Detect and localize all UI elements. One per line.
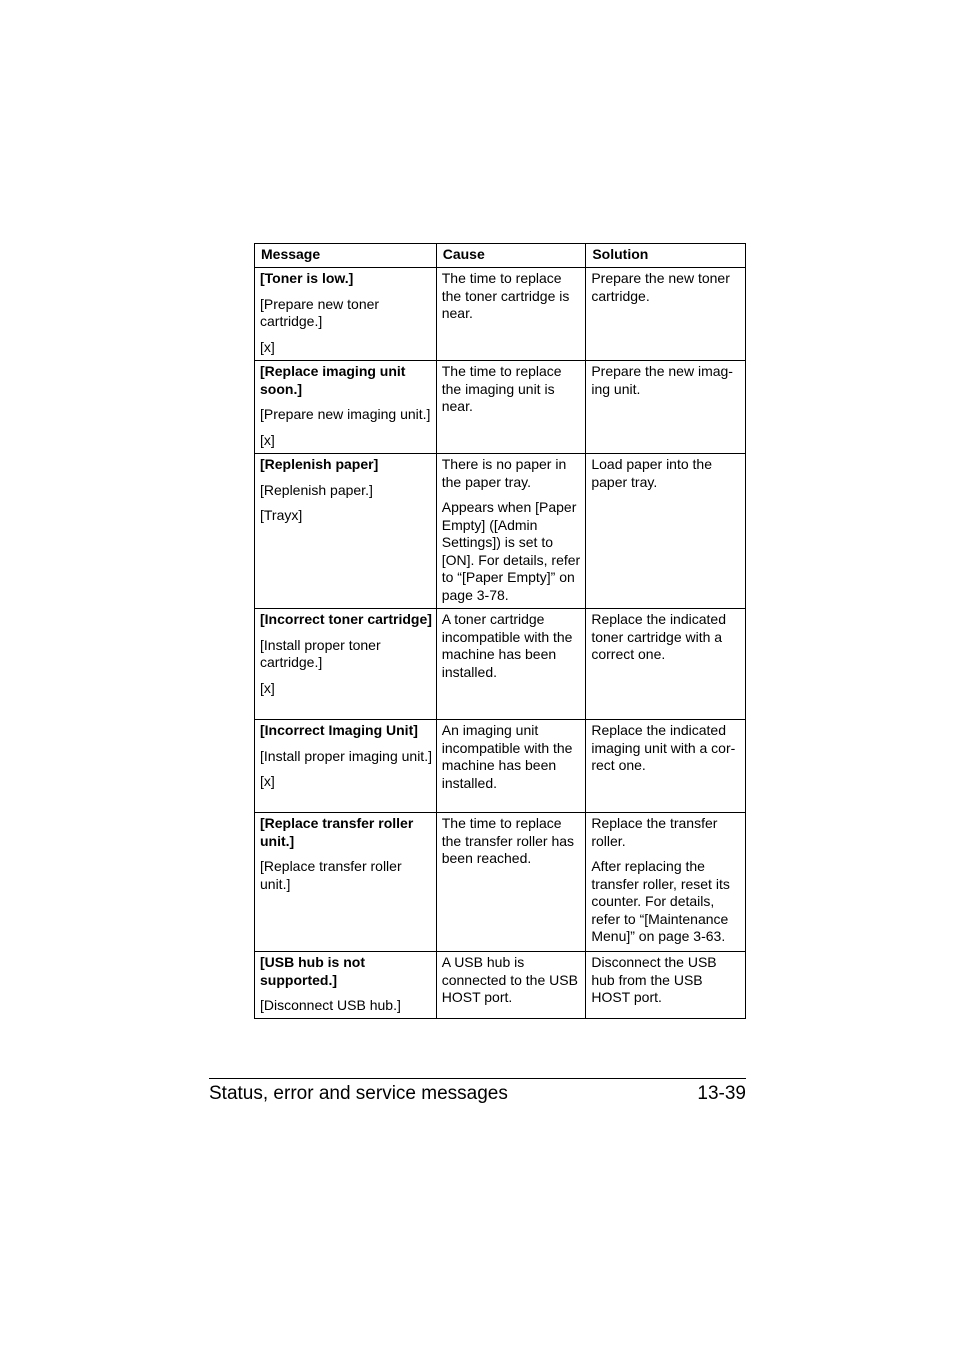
header-cause: Cause	[436, 244, 586, 268]
cause-cell	[436, 454, 586, 609]
cell-paragraph: [Prepare new toner cartridge.]	[260, 295, 380, 329]
message-title: [Replace imaging unit soon.]	[260, 363, 406, 397]
message-title: [Incorrect Imaging Unit]	[260, 722, 418, 738]
cell-paragraph: [x]	[260, 679, 275, 696]
cell-paragraph: [Replace transfer roller unit.]	[260, 858, 402, 892]
cell-paragraph: Load paper into the paper tray.	[591, 456, 712, 490]
table-row	[255, 268, 746, 361]
cell-paragraph: [Replenish paper.]	[260, 481, 373, 498]
cell-paragraph: Replace the indicated imaging unit with a cor-rect one.	[591, 722, 736, 773]
cause-cell	[436, 268, 586, 361]
message-cell	[255, 361, 437, 454]
cell-paragraph: The time to replace the imaging unit is near.	[441, 363, 562, 414]
cause-cell	[436, 952, 586, 1019]
cell-paragraph: Replace the transfer roller.	[591, 815, 718, 849]
solution-cell	[586, 454, 746, 609]
cell-paragraph: [Install proper toner cartridge.]	[260, 636, 381, 670]
cell-paragraph: Disconnect the USB hub from the USB HOST port.	[591, 954, 717, 1005]
message-cell	[255, 813, 437, 952]
header-message: Message	[255, 244, 437, 268]
solution-cell	[586, 268, 746, 361]
table-row	[255, 609, 746, 720]
cell-paragraph: There is no paper in the paper tray.	[441, 456, 567, 490]
solution-cell	[586, 361, 746, 454]
table-row	[255, 720, 746, 813]
cell-paragraph: Prepare the new imag-ing unit.	[591, 363, 733, 397]
cell-paragraph: The time to replace the transfer roller has been reached.	[441, 815, 575, 866]
table-header-row	[255, 244, 746, 268]
table-body	[255, 268, 746, 1019]
cell-paragraph: Prepare the new toner cartridge.	[591, 270, 730, 304]
message-cell	[255, 720, 437, 813]
header-solution: Solution	[586, 244, 746, 268]
solution-cell	[586, 952, 746, 1019]
cell-paragraph: [Prepare new imaging unit.]	[260, 406, 431, 422]
cell-paragraph: [x]	[260, 338, 275, 355]
message-cell	[255, 268, 437, 361]
page-number: 13-39	[697, 1083, 746, 1104]
cell-paragraph: Appears when [Paper Empty] ([Admin Settings]) is set to [ON]. For details, refer to “[Paper Empty]” on page 3-78.	[441, 499, 581, 603]
table-row	[255, 454, 746, 609]
cell-paragraph: After replacing the transfer roller, reset its counter. For details, refer to “[Maintenance Menu]” on page 3-63.	[591, 858, 730, 944]
footer-rule	[209, 1078, 746, 1079]
cell-paragraph: [Install proper imaging unit.]	[260, 747, 432, 764]
message-table	[254, 243, 746, 1019]
message-cell	[255, 952, 437, 1019]
solution-cell	[586, 609, 746, 720]
cause-cell	[436, 813, 586, 952]
message-title: [Toner is low.]	[260, 270, 354, 286]
table-row	[255, 952, 746, 1019]
table-row	[255, 361, 746, 454]
cause-cell	[436, 720, 586, 813]
footer-section-title: Status, error and service messages	[209, 1083, 508, 1104]
cell-paragraph: [Trayx]	[260, 507, 303, 523]
solution-cell	[586, 813, 746, 952]
cell-paragraph: [x]	[260, 431, 275, 448]
cause-cell	[436, 609, 586, 720]
cell-paragraph: An imaging unit incompatible with the machine has been installed.	[441, 722, 573, 791]
cell-paragraph: The time to replace the toner cartridge is near.	[441, 270, 570, 321]
solution-cell	[586, 720, 746, 813]
message-title: [Replace transfer roller unit.]	[260, 815, 414, 849]
cell-paragraph: [x]	[260, 773, 275, 789]
message-title: [Incorrect toner cartridge]	[260, 611, 432, 627]
cell-paragraph: Replace the indicated toner cartridge with a correct one.	[591, 611, 726, 662]
message-cell	[255, 609, 437, 720]
cell-paragraph: A toner cartridge incompatible with the machine has been installed.	[441, 611, 573, 680]
message-title: [Replenish paper]	[260, 456, 379, 472]
table-row	[255, 813, 746, 952]
cause-cell	[436, 361, 586, 454]
cell-paragraph: [Disconnect USB hub.]	[260, 997, 401, 1013]
cell-paragraph: A USB hub is connected to the USB HOST port.	[441, 954, 578, 1005]
message-title: [USB hub is not supported.]	[260, 954, 365, 988]
message-cell	[255, 454, 437, 609]
